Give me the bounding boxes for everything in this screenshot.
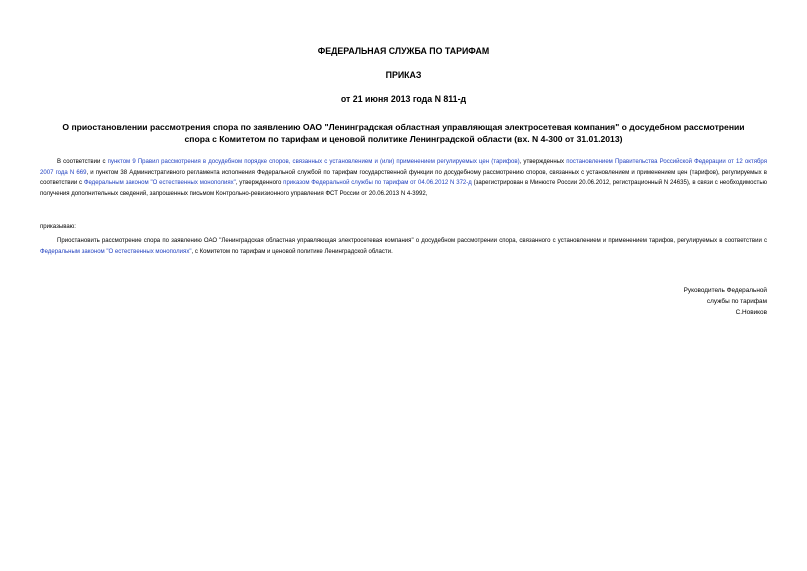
document-title-line-1: О приостановлении рассмотрения спора по заявлению ОАО "Ленинградская областная управляющая электросетевая компания" о досудебном рассмотрении [62, 122, 745, 132]
document-type-heading: ПРИКАЗ [385, 70, 422, 80]
link-rules-clause-9[interactable]: пунктом 9 Правил рассмотрения в досудебном порядке споров, связанных с установлением и (или) применением регулируемых цен (тарифов) [107, 159, 520, 165]
preamble-text-1: В соответствии с [57, 159, 108, 165]
signature-position-line-2: службы по тарифам [706, 297, 767, 305]
document-date-number: от 21 июня 2013 года N 811-д [340, 94, 467, 104]
decree-word: приказываю: [40, 224, 76, 230]
order-text-2: , с Комитетом по тарифам и ценовой политике Ленинградской области. [191, 248, 393, 255]
preamble-text-3: , и пунктом 38 Административного регламента исполнения Федеральной службой по тарифам государственной функции по досудебному рассмотрению споров, связанных с установлением и применением цен (тарифов), регулируемых в соответствии с [40, 169, 767, 187]
signature-position-line-1: Руководитель Федеральной [683, 287, 767, 294]
link-fst-order-372-d[interactable]: приказом Федеральной службы по тарифам от 04.06.2012 N 372-д [283, 180, 472, 187]
document-title [40, 121, 767, 145]
link-government-resolution-669[interactable]: постановлением Правительства Российской Федерации от 12 октября 2007 года N 669 [40, 159, 768, 176]
order-text-1: Приостановить рассмотрение спора по заявлению ОАО "Ленинградская областная управляющая электросетевая компания" о досудебном рассмотрении спора, связанного с установлением и применением тарифов, регулируемых в соответствии с [57, 238, 767, 244]
preamble-text-5: (зарегистрирован в Минюсте России 20.06.2012, регистрационный N 24635), в связи с необходимостью получения дополнительных сведений, запрошенных письмом Контрольно-ревизионного управления ФСТ России от 20.06.2013 N 4-3992, [40, 180, 767, 198]
agency-heading: ФЕДЕРАЛЬНАЯ СЛУЖБА ПО ТАРИФАМ [317, 46, 490, 56]
preamble-text-4: , утвержденного [235, 180, 284, 187]
signature-block [684, 286, 767, 318]
link-federal-law-natural-monopolies[interactable]: Федеральным законом "О естественных монополиях" [83, 180, 236, 187]
preamble-paragraph [40, 157, 767, 200]
document-title-line-2: спора с Комитетом по тарифам и ценовой политике Ленинградской области (вх. N 4-300 от 31.01.2013) [184, 134, 623, 144]
order-paragraph [40, 236, 767, 257]
preamble-text-2: , утвержденных [519, 159, 567, 165]
signature-name: С.Новиков [735, 308, 767, 316]
link-federal-law-natural-monopolies-2[interactable]: Федеральным законом "О естественных монополиях" [40, 248, 192, 255]
